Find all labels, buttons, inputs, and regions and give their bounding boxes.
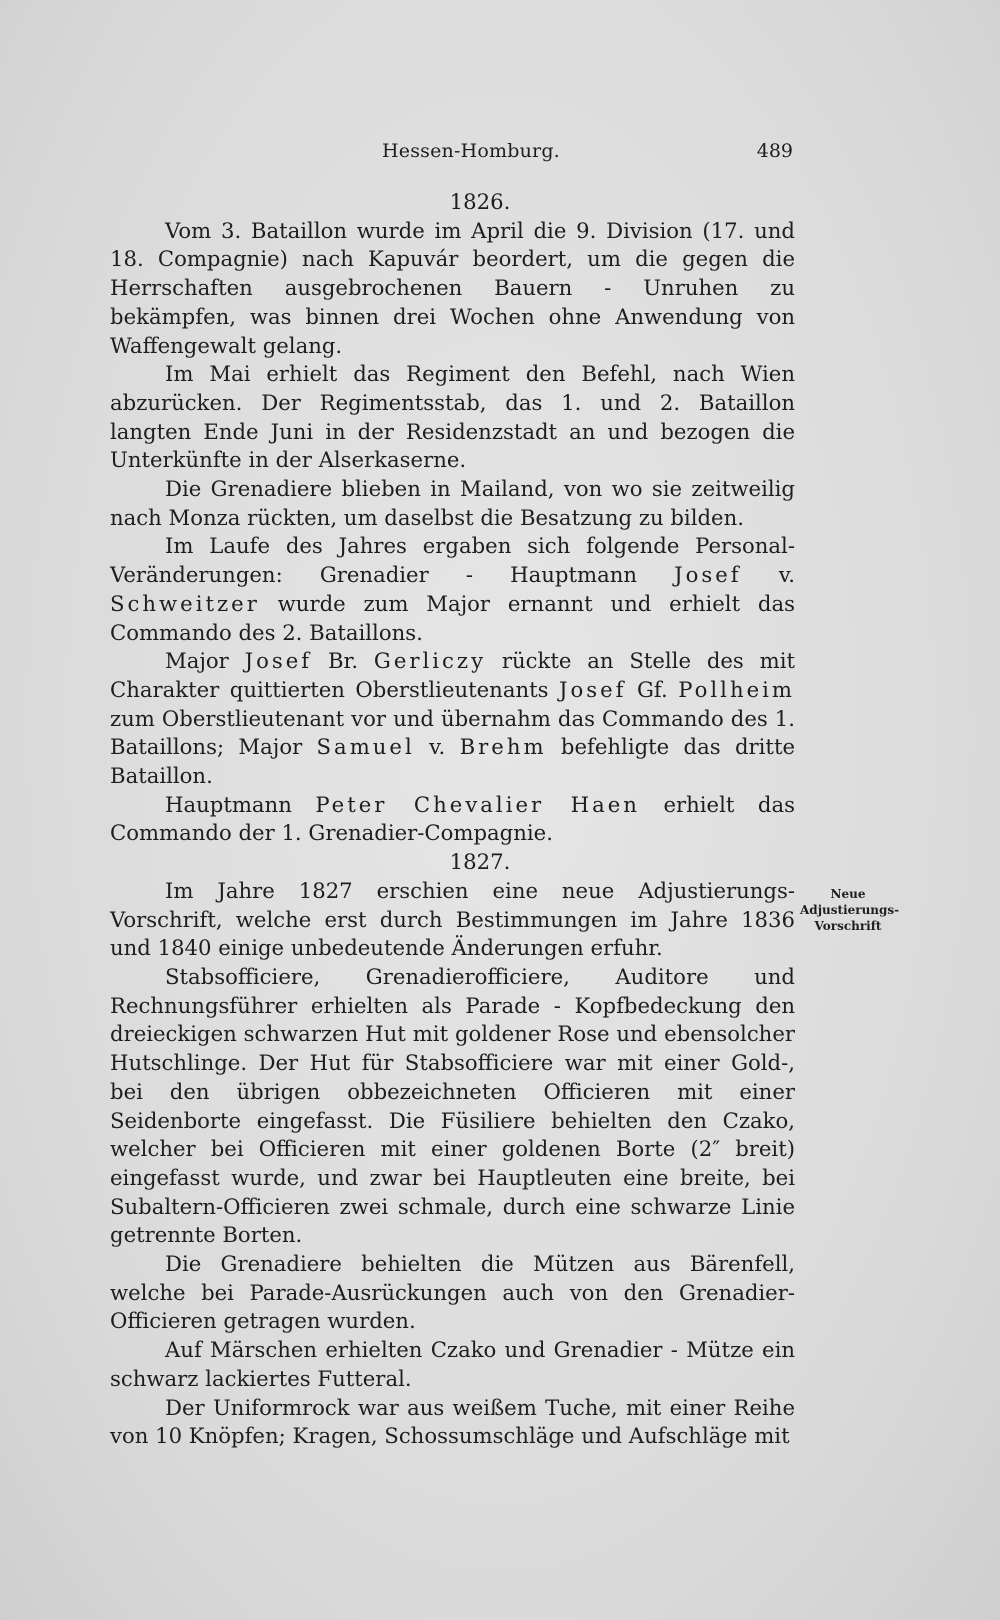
text-run: Die Grenadiere behielten die Mützen aus Bärenfell, welche bei Parade-Ausrückungen auch von den Grenadier-Officieren getragen wurden. (110, 1251, 795, 1334)
text-run: zum Oberstlieutenant vor und übernahm das Commando des 1. Bataillons; Major (110, 705, 795, 760)
text-run: Im Laufe des Jahres ergaben sich folgende Personal-Veränderungen: Grenadier - Hauptmann (110, 533, 795, 588)
text-run: Major (165, 648, 245, 674)
text-run: befehligte das dritte Bataillon. (110, 734, 795, 789)
text-run: v. (414, 734, 460, 760)
paragraph (110, 532, 795, 647)
spaced-name: Brehm (459, 734, 547, 760)
text-run: Vom 3. Bataillon wurde im April die 9. Division (17. und 18. Compagnie) nach Kapuvár beordert, um die gegen die Herrschaften ausgebrochenen Bauern - Unruhen zu bekämpfen, was binnen drei Wochen ohne Anwendung von Waffengewalt gelang. (110, 217, 795, 358)
margin-note-line: Vorschrift (814, 919, 882, 933)
page-number: 489 (756, 140, 793, 162)
paragraph (110, 877, 795, 963)
spaced-name: Schweitzer (110, 590, 260, 616)
paragraph (110, 1394, 795, 1451)
paragraph (110, 1336, 795, 1393)
spaced-name: Samuel (316, 734, 415, 760)
paragraph (110, 475, 795, 532)
text-run: rückte an Stelle des mit Charakter quittierten Oberstlieutenants (110, 648, 796, 702)
spaced-name: Josef (674, 562, 742, 588)
text-run: erhielt das Commando der 1. Grenadier-Compagnie. (110, 791, 795, 846)
text-run: Im Mai erhielt das Regiment den Befehl, nach Wien abzurücken. Der Regimentsstab, das 1. und 2. Bataillon langten Ende Juni in der Residenzstadt an und bezogen die Unterkünfte in der Alserkaserne. (110, 361, 795, 473)
margin-note (800, 886, 900, 934)
paragraph (110, 1250, 795, 1336)
paragraph (110, 647, 795, 791)
paragraph (110, 791, 795, 848)
year-heading: 1827. (449, 849, 511, 875)
text-run: Gf. (626, 676, 679, 702)
text-run: Die Grenadiere blieben in Mailand, von wo sie zeitweilig nach Monza rückten, um daselbst die Besatzung zu bilden. (110, 476, 795, 530)
text-run: v. (741, 562, 795, 588)
spaced-name: Gerliczy (373, 648, 487, 674)
spaced-name: Peter Chevalier Haen (315, 791, 640, 817)
body-text (110, 188, 795, 1451)
spaced-name: Josef (559, 676, 627, 702)
text-run: Der Uniformrock war aus weißem Tuche, mit einer Reihe von 10 Knöpfen; Kragen, Schossumschläge und Aufschläge mit (110, 1394, 795, 1449)
text-run: Auf Märschen erhielten Czako und Grenadier - Mütze ein schwarz lackiertes Futteral. (110, 1337, 795, 1391)
text-run: Im Jahre 1827 erschien eine neue Adjustierungs-Vorschrift, welche erst durch Bestimmungen im Jahre 1836 und 1840 einige unbedeutende Änderungen erfuhr. (110, 877, 795, 961)
page-header (110, 140, 795, 170)
margin-note-line: Adjustierungs- (800, 903, 900, 917)
text-run: wurde zum Major ernannt und erhielt das Commando des 2. Bataillons. (110, 590, 795, 645)
paragraph (110, 360, 795, 475)
year-heading: 1826. (449, 189, 511, 214)
paragraph (110, 963, 795, 1250)
running-head: Hessen-Homburg. (382, 140, 560, 162)
text-run: Hauptmann (165, 791, 316, 817)
spaced-name: Pollheim (678, 676, 796, 702)
paragraph (110, 217, 795, 361)
text-run: Br. (312, 648, 374, 674)
text-run: Stabsofficiere, Grenadierofficiere, Auditore und Rechnungsführer erhielten als Parade - Kopfbedeckung den dreieckigen schwarzen Hut mit goldener Rose und ebensolcher Hutschlinge. Der Hut für Stabsofficiere war mit einer Gold-, bei den übrigen obbezeichneten Officieren mit einer Seidenborte eingefasst. Die Füsiliere behielten den Czako, welcher bei Officieren mit einer goldenen Borte (2″ breit) eingefasst wurde, und zwar bei Hauptleuten eine breite, bei Subaltern-Officieren zwei schmale, durch eine schwarze Linie getrennte Borten. (110, 963, 795, 1248)
margin-note-line: Neue (830, 887, 866, 901)
spaced-name: Josef (244, 648, 313, 674)
